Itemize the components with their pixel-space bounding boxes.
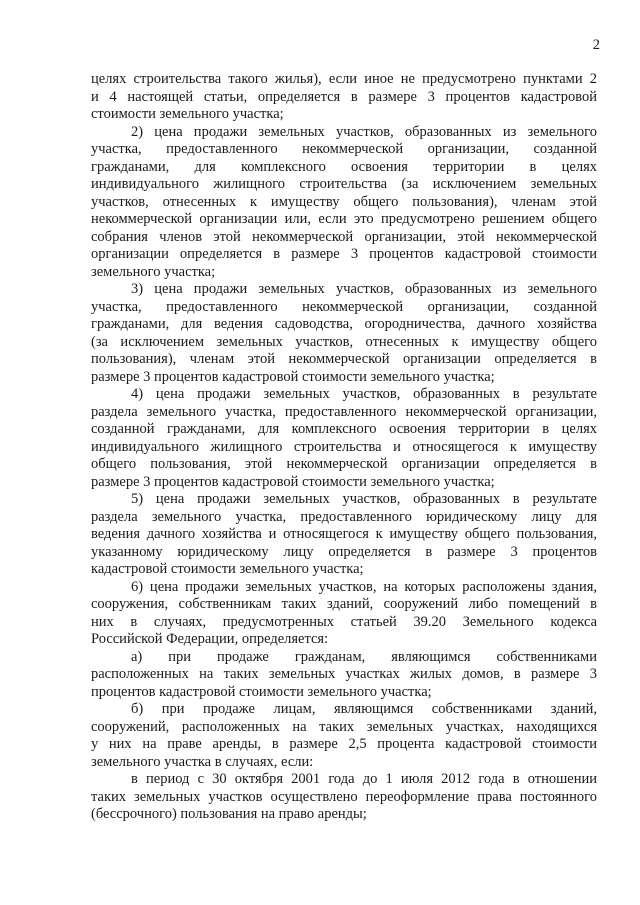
text-line: гражданами, для комплексного освоения территории в целях	[91, 158, 597, 175]
text-line: них в случаях, предусмотренных статьей 39.20 Земельного кодекса	[91, 613, 597, 630]
text-line: раздела земельного участка, предоставленного некоммерческой организации,	[91, 403, 597, 420]
text-line: участка, предоставленного некоммерческой организации, созданной	[91, 141, 597, 157]
text-line: стоимости земельного участка;	[91, 106, 284, 122]
text-line: процентов кадастровой стоимости земельного участка;	[91, 683, 432, 700]
text-line: Российской Федерации, определяется:	[91, 631, 329, 647]
text-line: б) при продаже лицам, являющимся собственниками зданий,	[131, 701, 597, 717]
text-line: кадастровой стоимости земельного участка;	[91, 561, 364, 577]
text-line: земельного участка;	[91, 263, 216, 280]
text-line: 5) цена продажи земельных участков, образованных в результате	[131, 491, 597, 507]
text-line: собрания членов этой некоммерческой организации, этой некоммерческой	[91, 228, 597, 245]
text-line: (бессрочного) пользования на право аренды;	[91, 806, 367, 822]
text-line: расположенных на таких земельных участках жилых домов, в размере 3	[91, 666, 597, 682]
text-line: общего пользования, этой некоммерческой организации определяется в	[91, 456, 597, 472]
text-line: участков, отнесенных к имуществу общего пользования), членам этой	[91, 193, 597, 210]
text-line: в период с 30 октября 2001 года до 1 июля 2012 года в отношении	[131, 771, 597, 787]
text-line: у них на праве аренды, в размере 2,5 процента кадастровой стоимости	[91, 736, 597, 752]
text-line: 6) цена продажи земельных участков, на которых расположены здания,	[131, 578, 597, 595]
text-line: 4) цена продажи земельных участков, образованных в результате	[131, 386, 597, 402]
text-line: индивидуального жилищного строительства и относящегося к имуществу	[91, 438, 597, 455]
text-line: (за исключением земельных участков, отнесенных к имуществу общего	[91, 333, 597, 350]
page-number: 2	[592, 37, 600, 53]
text-line: 3) цена продажи земельных участков, образованных из земельного	[131, 281, 597, 297]
text-line: участка, предоставленного некоммерческой организации, созданной	[91, 298, 597, 315]
text-line: ведения дачного хозяйства и относящегося к имуществу общего пользования,	[91, 526, 597, 542]
text-line: пользования), членам этой некоммерческой организации определяется в	[91, 351, 597, 367]
text-line: гражданами, для ведения садоводства, огородничества, дачного хозяйства	[91, 316, 597, 332]
text-line: раздела земельного участка, предоставленного юридическому лицу для	[91, 508, 597, 525]
text-line: организации определяется в размере 3 процентов кадастровой стоимости	[91, 246, 597, 262]
text-line: земельного участка в случаях, если:	[91, 753, 314, 770]
text-line: размере 3 процентов кадастровой стоимости земельного участка;	[91, 473, 495, 490]
text-line: сооружения, собственникам таких зданий, сооружений либо помещений в	[91, 596, 597, 612]
text-line: таких земельных участков осуществлено переоформление права постоянного	[91, 788, 597, 805]
text-line: и 4 настоящей статьи, определяется в размере 3 процентов кадастровой	[91, 88, 597, 105]
text-line: а) при продаже гражданам, являющимся собственниками	[131, 648, 597, 665]
text-line: созданной гражданами, для комплексного освоения территории в целях	[91, 421, 597, 437]
text-line: индивидуального жилищного строительства (за исключением земельных	[91, 176, 597, 192]
text-line: некоммерческой организации или, если это предусмотрено решением общего	[91, 211, 597, 227]
text-line: целях строительства такого жилья), если иное не предусмотрено пунктами 2	[91, 71, 597, 87]
text-line: сооружений, расположенных на таких земельных участках, находящихся	[91, 718, 597, 735]
text-line: размере 3 процентов кадастровой стоимости земельного участка;	[91, 368, 495, 385]
text-line: указанному юридическому лицу определяется в размере 3 процентов	[91, 543, 597, 560]
text-line: 2) цена продажи земельных участков, образованных из земельного	[131, 123, 597, 140]
document-body	[91, 71, 597, 824]
